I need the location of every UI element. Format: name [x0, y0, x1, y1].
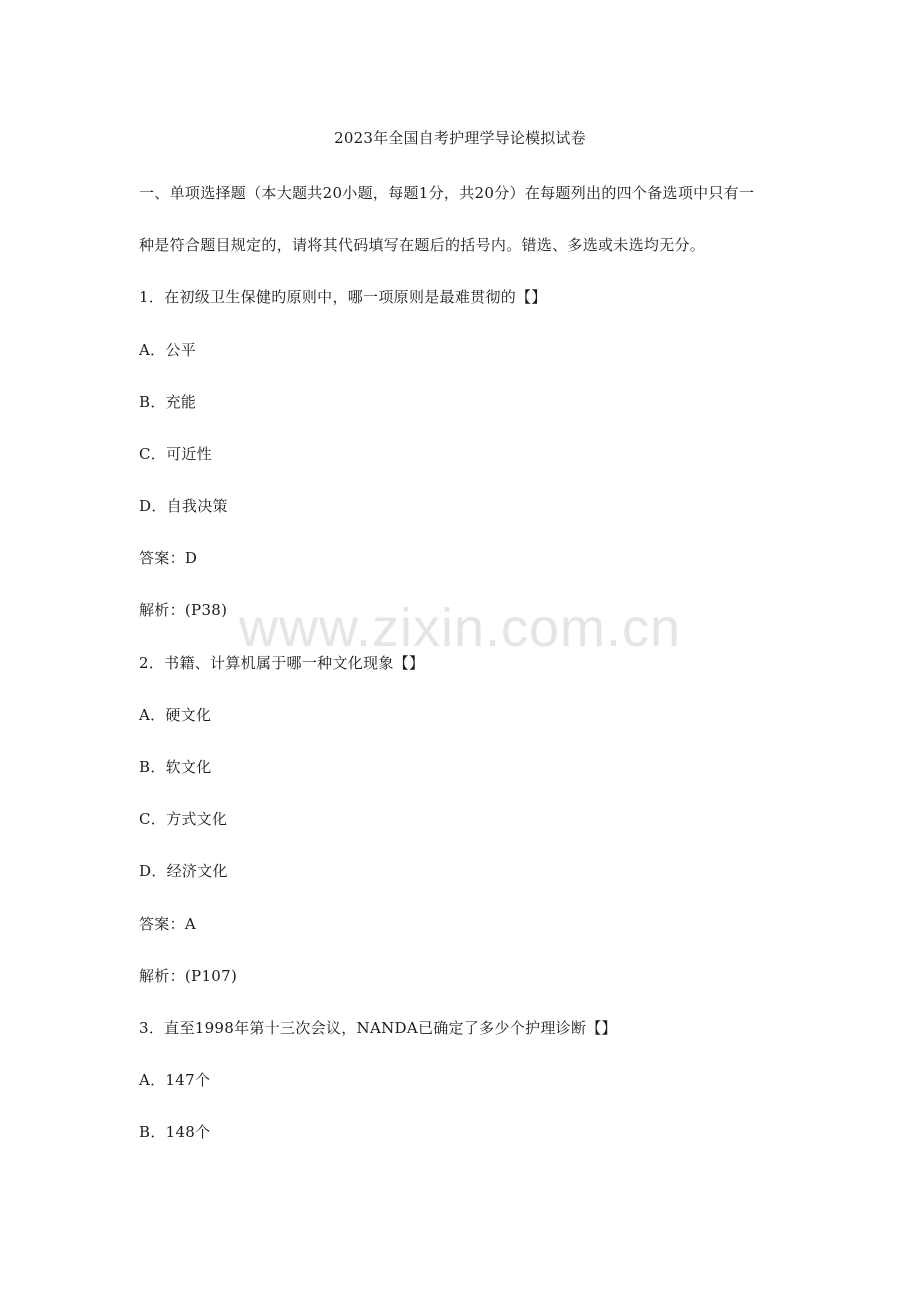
- question-1-option-a: A．公平: [139, 341, 197, 359]
- question-2-option-d: D．经济文化: [139, 862, 228, 880]
- question-3-option-b: B．148个: [139, 1123, 211, 1141]
- question-2-option-a: A．硬文化: [139, 706, 212, 724]
- question-1-answer: 答案：D: [139, 549, 198, 567]
- question-1-option-d: D．自我决策: [139, 497, 228, 515]
- question-3-stem: 3．直至1998年第十三次会议，NANDA已确定了多少个护理诊断【】: [139, 1019, 617, 1037]
- question-1-stem: 1．在初级卫生保健旳原则中，哪一项原则是最难贯彻的【】: [139, 288, 547, 306]
- question-3-option-a: A．147个: [139, 1071, 211, 1089]
- watermark: www.zixin.com.cn: [238, 598, 682, 658]
- question-2-answer: 答案：A: [139, 915, 197, 933]
- instructions-line-1: 一、单项选择题（本大题共20小题，每题1分，共20分）在每题列出的四个备选项中只有一: [139, 184, 755, 202]
- question-1-option-b: B．充能: [139, 393, 197, 411]
- document-title: 2023年全国自考护理学导论模拟试卷: [334, 129, 586, 147]
- question-2-analysis: 解析：(P107): [139, 967, 238, 985]
- question-2-stem: 2．书籍、计算机属于哪一种文化现象【】: [139, 654, 425, 672]
- instructions-line-2: 种是符合题目规定的，请将其代码填写在题后的括号内。错选、多选或未选均无分。: [139, 236, 706, 254]
- question-2-option-c: C．方式文化: [139, 810, 228, 828]
- question-2-option-b: B．软文化: [139, 758, 212, 776]
- question-1-option-c: C．可近性: [139, 445, 212, 463]
- question-1-analysis: 解析：(P38): [139, 601, 228, 619]
